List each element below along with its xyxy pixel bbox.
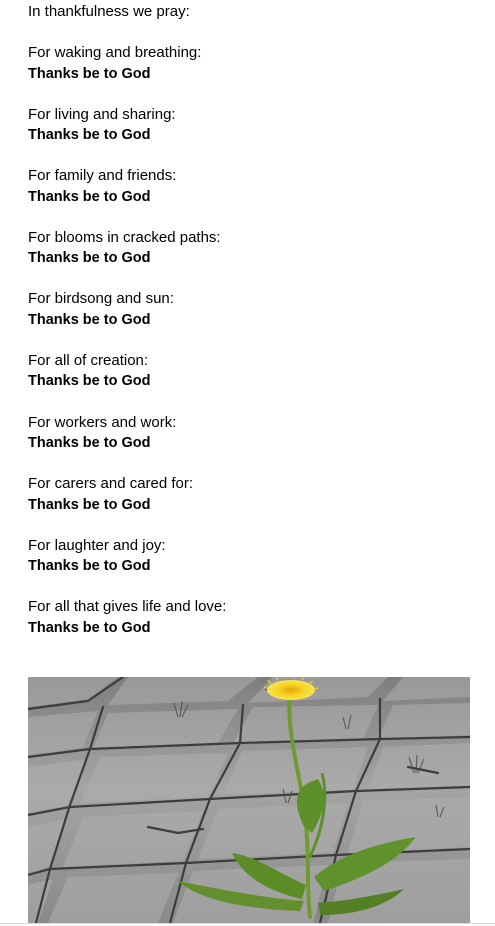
intro-line: In thankfulness we pray: [28, 3, 190, 20]
litany-item [28, 413, 468, 475]
litany-item [28, 228, 468, 290]
litany-item [28, 105, 468, 167]
litany-call: For workers and work: [28, 413, 177, 431]
litany-item [28, 474, 468, 536]
litany-response: Thanks be to God [28, 127, 151, 144]
litany-call: For blooms in cracked paths: [28, 228, 221, 246]
litany-response: Thanks be to God [28, 188, 151, 205]
litany-call: For all that gives life and love: [28, 598, 227, 616]
litany-response: Thanks be to God [28, 65, 151, 82]
litany-item [28, 289, 468, 351]
dandelion-flower [267, 680, 315, 700]
litany-item [28, 166, 468, 228]
page-bottom-rule [0, 923, 495, 924]
litany-list [28, 43, 468, 659]
litany-call: For living and sharing: [28, 105, 176, 123]
litany-response: Thanks be to God [28, 311, 151, 328]
litany-response: Thanks be to God [28, 435, 151, 452]
litany-item [28, 351, 468, 413]
litany-response: Thanks be to God [28, 619, 151, 636]
litany-call: For birdsong and sun: [28, 290, 174, 308]
litany-response: Thanks be to God [28, 558, 151, 575]
litany-call: For family and friends: [28, 167, 177, 185]
litany-response: Thanks be to God [28, 496, 151, 513]
litany-response: Thanks be to God [28, 373, 151, 390]
litany-call: For waking and breathing: [28, 44, 202, 61]
litany-item [28, 43, 468, 105]
dandelion-photo [28, 677, 470, 923]
litany-call: For all of creation: [28, 351, 149, 369]
litany-item [28, 597, 468, 659]
litany-item [28, 536, 468, 598]
litany-call: For laughter and joy: [28, 536, 166, 554]
litany-response: Thanks be to God [28, 250, 151, 267]
litany-call: For carers and cared for: [28, 475, 194, 493]
